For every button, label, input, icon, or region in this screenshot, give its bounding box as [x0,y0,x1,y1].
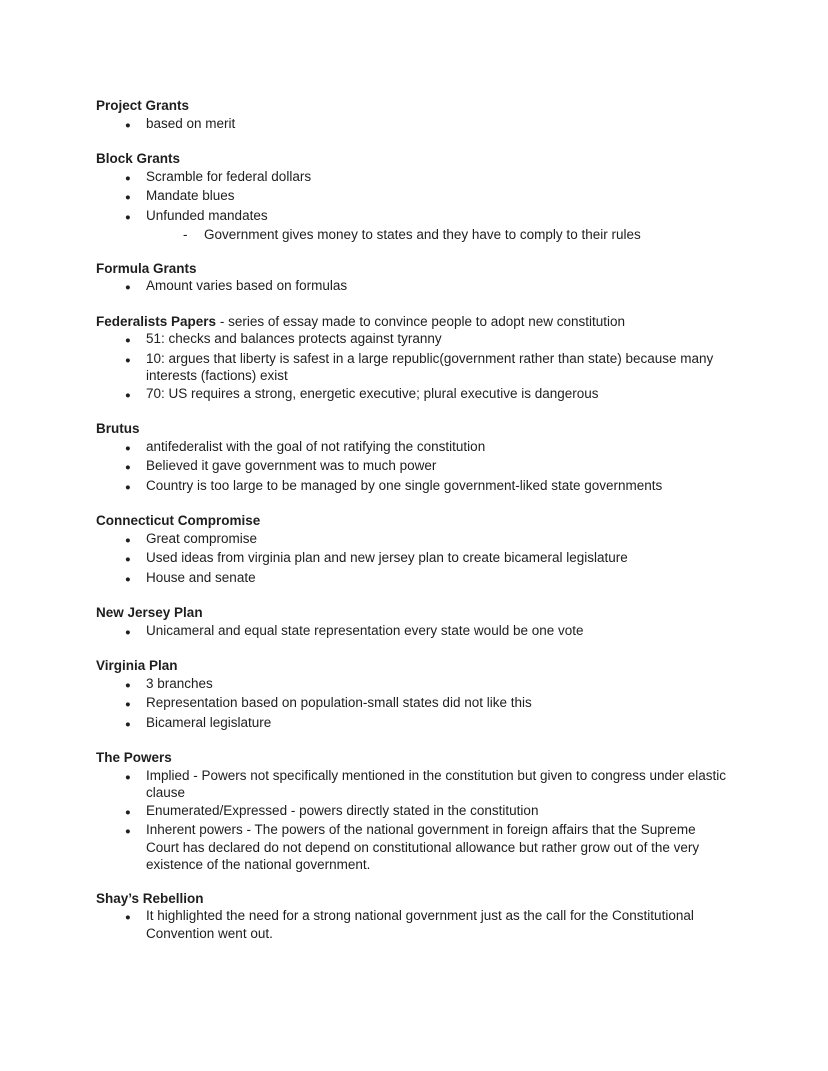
list-item [96,802,730,822]
heading-bold: Federalists Papers [96,313,217,329]
list-item [96,438,730,458]
list-item [96,767,730,802]
bullet-icon: ● [125,481,131,493]
heading-suffix: - series of essay made to convince people to adopt new constitution [216,313,626,329]
bullet-text: It highlighted the need for a strong national government just as the call for the Constitutional Convention went out. [146,908,694,941]
list-item [96,549,730,569]
bullet-text: based on merit [146,115,236,131]
bullet-icon: ● [125,626,131,638]
bullet-text: Enumerated/Expressed - powers directly stated in the constitution [146,802,539,818]
sub-bullet-text: Government gives money to states and they have to comply to their rules [204,227,641,242]
sub-list-item [96,226,730,244]
bullet-text: Used ideas from virginia plan and new jersey plan to create bicameral legislature [146,550,628,565]
section-heading: Block Grants [96,151,181,166]
bullet-icon: ● [125,699,131,710]
bullet-text: Representation based on population-small states did not like this [146,695,532,710]
section-brutus [96,420,730,496]
bullet-text: 3 branches [146,675,213,691]
list-item [96,187,730,207]
list-item [96,530,730,550]
list-item [96,694,730,714]
list-item [96,569,730,589]
section-heading: Shay’s Rebellion [96,890,204,906]
list-item [96,277,730,297]
bullet-text: Inherent powers - The powers of the national government in foreign affairs that the Supreme Court has declared do not depend on constitutional allowance but rather grow out of the very existence of the national government. [146,822,700,872]
bullet-icon: ● [125,771,131,783]
bullet-icon: ● [125,172,131,184]
bullet-icon: ● [125,335,131,346]
list-item [96,675,730,695]
section-the-powers [96,749,730,874]
bullet-text: Country is too large to be managed by one single government-liked state governments [146,477,663,493]
bullet-text: Unicameral and equal state representation every state would be one vote [146,622,584,638]
bullet-icon: ● [125,211,131,223]
bullet-text: Bicameral legislature [146,714,272,730]
list-item [96,821,730,874]
list-item [96,207,730,227]
bullet-icon: ● [125,718,131,730]
bullet-icon: ● [125,573,131,585]
section-heading: Virginia Plan [96,658,178,673]
bullet-text: Unfunded mandates [146,207,268,223]
section-connecticut-compromise [96,512,730,588]
section-heading: Brutus [96,421,140,436]
section-heading: The Powers [96,750,172,765]
bullet-icon: ● [125,826,131,837]
bullet-icon: ● [125,119,131,131]
section-shays-rebellion [96,890,730,943]
list-item [96,907,730,942]
bullet-text: House and senate [146,569,256,585]
section-heading [96,313,730,331]
bullet-icon: ● [125,192,131,203]
section-heading: Formula Grants [96,260,197,276]
bullet-text: Great compromise [146,530,258,546]
section-formula-grants [96,260,730,297]
bullet-text: 70: US requires a strong, energetic executive; plural executive is dangerous [146,385,599,401]
bullet-icon: ● [125,442,131,454]
list-item [96,714,730,734]
dash-icon: - [183,227,188,242]
bullet-text: Implied - Powers not specifically mentioned in the constitution but given to congress under elastic clause [146,767,727,800]
list-item [96,168,730,188]
list-item [96,330,730,350]
bullet-icon: ● [125,534,131,546]
section-new-jersey-plan [96,604,730,641]
bullet-icon: ● [125,462,131,473]
bullet-text: antifederalist with the goal of not ratifying the constitution [146,438,486,454]
bullet-text: 51: checks and balances protects against tyranny [146,331,442,346]
bullet-text: 10: argues that liberty is safest in a large republic(government rather than state) because many interests (factions) exist [146,350,714,383]
section-block-grants [96,150,730,244]
list-item [96,477,730,497]
section-heading: New Jersey Plan [96,605,203,620]
list-item [96,350,730,385]
list-item [96,457,730,477]
bullet-text: Scramble for federal dollars [146,168,312,184]
bullet-text: Amount varies based on formulas [146,278,348,293]
section-heading: Connecticut Compromise [96,513,261,528]
list-item [96,385,730,405]
bullet-icon: ● [125,282,131,293]
section-federalists-papers [96,313,730,405]
bullet-text: Believed it gave government was to much power [146,458,437,473]
bullet-icon: ● [125,806,131,818]
bullet-icon: ● [125,554,131,565]
bullet-icon: ● [125,354,131,366]
list-item [96,115,730,135]
bullet-text: Mandate blues [146,188,235,203]
bullet-icon: ● [125,912,131,923]
bullet-icon: ● [125,389,131,401]
list-item [96,622,730,642]
section-virginia-plan [96,657,730,733]
section-heading: Project Grants [96,98,190,113]
bullet-icon: ● [125,679,131,691]
section-project-grants [96,97,730,134]
